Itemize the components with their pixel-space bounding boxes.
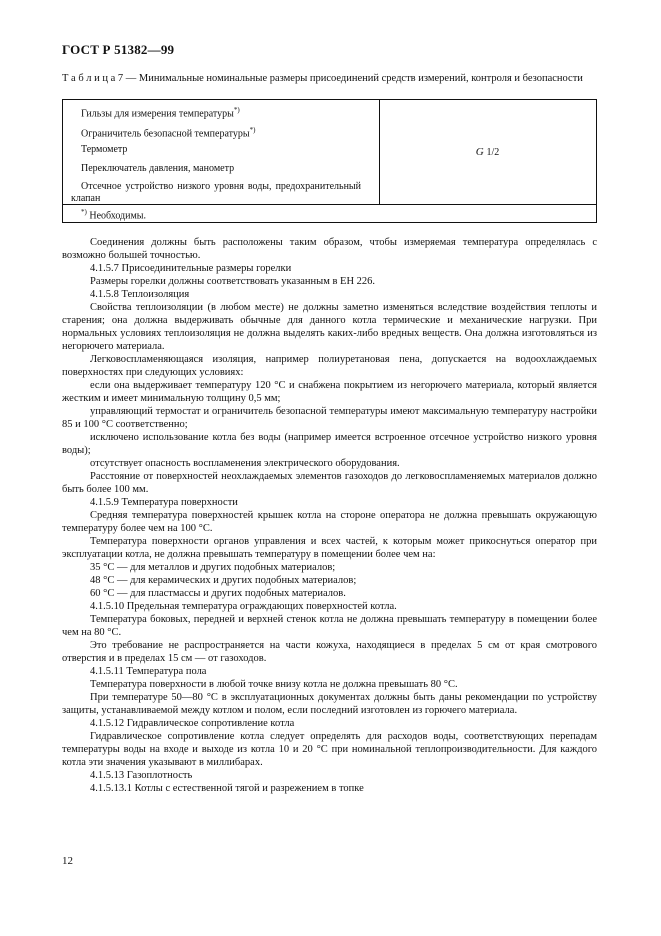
table-value-cell — [379, 100, 596, 204]
paragraph: Это требование не распространяется на части кожуха, находящиеся в пределах 5 см от края смотрового отверстия и в пределах 15 см — от газоходов. — [62, 640, 597, 664]
list-item: отсутствует опасность воспламенения электрического оборудования. — [90, 458, 400, 469]
paragraph: Средняя температура поверхностей крышек котла на стороне оператора не должна превышать окружающую температуру более чем на 100 °С. — [62, 510, 597, 534]
paragraph: Соединения должны быть расположены таким образом, чтобы измеряемая температура определялась с возможно большей точностью. — [62, 237, 597, 261]
connections-table — [62, 99, 597, 223]
table-item: Гильзы для измерения температуры*) — [81, 106, 240, 120]
table-item: Термометр — [81, 144, 128, 155]
section-heading: 4.1.5.10 Предельная температура ограждающих поверхностей котла. — [90, 601, 397, 612]
paragraph: Температура боковых, передней и верхней стенок котла не должна превышать температуру в помещении более чем на 80 °С. — [62, 614, 597, 638]
table-value-main: G — [475, 146, 484, 158]
list-item: 48 °С — для керамических и других подобных материалов; — [90, 575, 357, 586]
table-value-fraction: 1/2 — [486, 146, 500, 158]
list-item: управляющий термостат и ограничитель безопасной температуры имеют максимальную температуру настройки 85 и 100 °С соответственно; — [62, 406, 597, 430]
table-caption: Т а б л и ц а 7 — Минимальные номинальные размеры присоединений средств измерений, контроля и безопасности — [62, 73, 583, 84]
section-heading: 4.1.5.13.1 Котлы с естественной тягой и разрежением в топке — [90, 783, 364, 794]
table-item: Отсечное устройство низкого уровня воды, предохранительный клапан — [71, 181, 361, 204]
paragraph: Гидравлическое сопротивление котла следует определять для расходов воды, соответствующих перепадам температуры воды на входе и выходе из котла 10 и 20 °С при номинальной теплопроизводительности. Для каждого котла эти значения указывают в миллибарах. — [62, 731, 597, 768]
section-heading: 4.1.5.7 Присоединительные размеры горелки — [90, 263, 292, 274]
table-item: Ограничитель безопасной температуры*) — [81, 126, 256, 140]
paragraph: При температуре 50—80 °С в эксплуатационных документах должны быть даны рекомендации по устройству защиты, устанавливаемой между котлом и полом, если последний изготовлен из горючего материала. — [62, 692, 597, 716]
table-footnote: *) Необходимы. — [81, 208, 147, 222]
list-item: исключено использование котла без воды (например имеется встроенное отсечное устройство низкого уровня воды); — [62, 432, 597, 456]
section-heading: 4.1.5.9 Температура поверхности — [90, 497, 238, 508]
document-header: ГОСТ Р 51382—99 — [62, 42, 175, 57]
section-heading: 4.1.5.13 Газоплотность — [90, 770, 193, 781]
paragraph: Размеры горелки должны соответствовать указанным в ЕН 226. — [90, 276, 376, 287]
section-heading: 4.1.5.11 Температура пола — [90, 666, 207, 677]
paragraph: Расстояние от поверхностей неохлаждаемых элементов газоходов до легковоспламеняемых материалов должно быть более 100 мм. — [62, 471, 597, 495]
section-heading: 4.1.5.8 Теплоизоляция — [90, 289, 190, 300]
table-item: Переключатель давления, манометр — [81, 163, 235, 174]
paragraph: Легковоспламеняющаяся изоляция, например полиуретановая пена, допускается на водоохлаждаемых поверхностях при следующих условиях: — [62, 354, 597, 378]
page-number: 12 — [62, 855, 73, 867]
paragraph: Свойства теплоизоляции (в любом месте) не должны заметно изменяться вследствие воздействия теплоты и старения; она должна выдерживать обычные для данного котла термические и механические нагрузки. При нормальных условиях теплоизоляция не должна выделять каких-либо вредных веществ. Она должна изготовляться из негорючего материала. — [62, 302, 597, 352]
paragraph: Температура поверхности в любой точке внизу котла не должна превышать 80 °С. — [90, 679, 458, 690]
list-item: если она выдерживает температуру 120 °С и снабжена покрытием из негорючего материала, который является жестким и имеет минимальную толщину 0,5 мм; — [62, 380, 597, 404]
list-item: 60 °С — для пластмассы и других подобных материалов. — [90, 588, 346, 599]
list-item: 35 °С — для металлов и других подобных материалов; — [90, 562, 336, 573]
section-heading: 4.1.5.12 Гидравлическое сопротивление котла — [90, 718, 295, 729]
paragraph: Температура поверхности органов управления и всех частей, к которым может прикоснуться оператор при эксплуатации котла, не должна превышать температуру в помещении более чем на: — [62, 536, 597, 560]
body-text — [62, 236, 597, 795]
